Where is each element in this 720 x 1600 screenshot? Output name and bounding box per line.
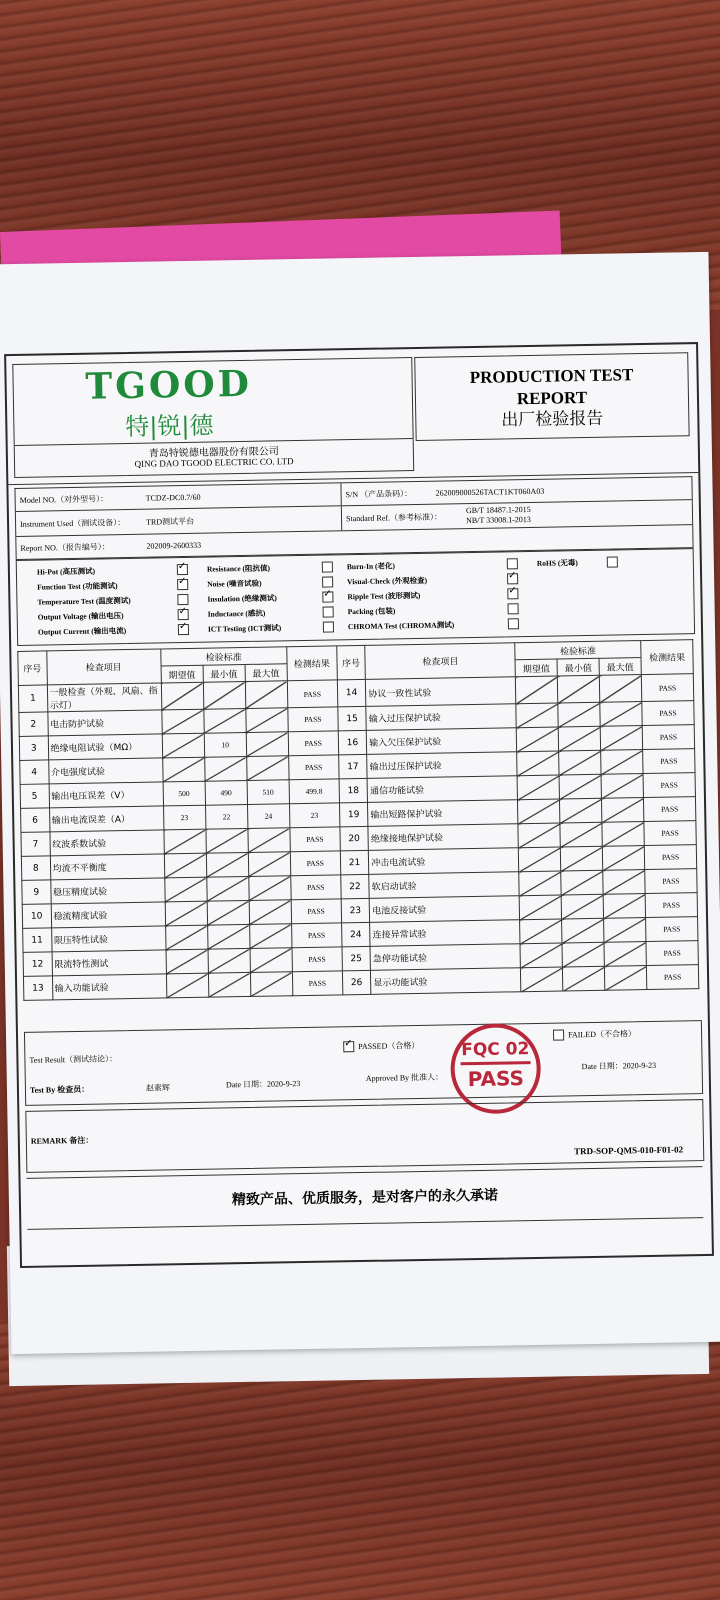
standard-exp-empty — [519, 847, 561, 872]
row-result: PASS — [643, 749, 695, 774]
checkbox-icon[interactable] — [507, 588, 518, 599]
standard-min-empty — [563, 966, 605, 991]
standard-exp-empty — [519, 895, 561, 920]
standard-exp-empty — [520, 919, 562, 944]
row-number: 5 — [20, 784, 49, 808]
checkbox-icon[interactable] — [323, 621, 334, 632]
standard-exp-empty — [162, 757, 204, 782]
check-function[interactable]: Function Test (功能测试) ✓ — [37, 580, 118, 592]
standard-max-empty — [250, 948, 292, 973]
row-item: 输入过压保护试验 — [366, 704, 516, 731]
report-sheet — [4, 342, 714, 1268]
approval-date: Date 日期：2020-9-23 — [581, 1060, 657, 1072]
standard-max-empty — [249, 876, 291, 901]
row-item: 绝缘电阻试验（MΩ） — [48, 734, 163, 760]
standard-max-empty — [245, 681, 287, 709]
row-item: 输出电压误差（V） — [49, 782, 164, 808]
logo-box — [12, 357, 414, 478]
th-expected-left: 期望值 — [161, 665, 203, 683]
check-rohs[interactable]: RoHS (无毒) — [537, 557, 578, 569]
th-min-right: 最小值 — [557, 658, 599, 676]
th-max-left: 最大值 — [245, 664, 287, 682]
check-insulation[interactable]: Insulation (绝缘测试) ✓ — [207, 592, 277, 604]
checkbox-icon[interactable] — [607, 556, 618, 567]
th-expected-right: 期望值 — [515, 659, 557, 677]
standard-label: Standard Ref.（参考标准）： — [341, 505, 442, 531]
row-item: 输入功能试验 — [52, 974, 167, 1000]
row-item: 冲击电流试验 — [369, 848, 519, 875]
check-ripple[interactable]: Ripple Test (波形测试) ✓ — [347, 590, 420, 602]
standard-max-empty — [603, 894, 645, 919]
standard-exp-empty — [518, 823, 560, 848]
standard-exp: 23 — [163, 805, 205, 830]
row-number: 21 — [340, 850, 369, 874]
instrument-label: Instrument Used（测试设备）： — [19, 517, 126, 529]
standard-min-empty — [560, 846, 602, 871]
standard-min-empty — [562, 918, 604, 943]
row-result: PASS — [292, 947, 342, 972]
failed-option[interactable]: FAILED（不合格） — [553, 1028, 636, 1040]
row-result: PASS — [645, 869, 697, 894]
checkbox-icon[interactable] — [177, 579, 188, 590]
th-min-left: 最小值 — [203, 664, 245, 682]
checkbox-icon[interactable] — [508, 618, 519, 629]
tester-name: 赵素辉 — [145, 1083, 171, 1093]
row-result: PASS — [644, 821, 696, 846]
standard-exp-empty — [165, 901, 207, 926]
standard-max-empty — [602, 846, 644, 871]
row-number: 19 — [339, 802, 368, 826]
row-item: 一般检查（外观、风扇、指示灯） — [47, 683, 162, 712]
row-item: 稳流精度试验 — [51, 902, 166, 928]
company-name-cn: 青岛特锐德电器股份有限公司 — [148, 446, 279, 460]
row-item: 软启动试验 — [369, 872, 519, 899]
row-result: PASS — [646, 941, 698, 966]
row-number: 17 — [338, 754, 367, 778]
th-max-right: 最大值 — [599, 658, 641, 676]
check-hipot[interactable]: Hi-Pot (高压测试) ✓ — [37, 566, 95, 578]
standard-min-empty — [208, 972, 250, 997]
row-result: PASS — [287, 680, 337, 708]
standard-exp-empty — [166, 973, 208, 998]
standard-min-empty — [208, 948, 250, 973]
th-result-left: 检测结果 — [287, 646, 338, 681]
standard-exp-empty — [519, 871, 561, 896]
checkbox-icon[interactable] — [322, 561, 333, 572]
standard-min: 22 — [205, 804, 247, 829]
model-value: TCDZ-DC0.7/60 — [145, 492, 201, 503]
test-date: Date 日期：2020-9-23 — [225, 1079, 301, 1090]
row-item: 输出短路保护试验 — [368, 800, 518, 827]
remark-label: REMARK 备注： — [30, 1135, 94, 1146]
th-result-right: 检测结果 — [641, 640, 694, 675]
row-result: PASS — [646, 965, 698, 990]
sn-value: 262009000526TACT1KT060A03 — [435, 486, 545, 498]
row-item: 限流特性测试 — [52, 950, 167, 976]
standard-value-1: GB/T 18487.1-2015 — [465, 504, 531, 516]
test-result-label: Test Result（测试结论）： — [29, 1054, 118, 1065]
standard-min-empty — [561, 870, 603, 895]
checkbox-icon[interactable] — [177, 564, 188, 575]
check-chroma[interactable]: CHROMA Test (CHROMA测试) — [348, 619, 454, 632]
checkbox-icon[interactable] — [507, 558, 518, 569]
standard-max: 510 — [247, 780, 289, 805]
checkbox-icon[interactable] — [177, 594, 188, 605]
approved-label: Approved By 批准人： — [365, 1072, 444, 1083]
standard-max-empty — [246, 708, 288, 733]
row-item: 输入欠压保护试验 — [367, 728, 517, 755]
row-result: PASS — [291, 875, 341, 900]
check-noise[interactable]: Noise (噪音试验) — [207, 578, 262, 590]
row-result: PASS — [641, 674, 693, 702]
standard-max-empty — [602, 798, 644, 823]
row-item: 协议一致性试验 — [366, 677, 516, 707]
row-item: 急停功能试验 — [370, 944, 520, 971]
standard-exp-empty — [516, 703, 558, 728]
standard-max-empty — [249, 924, 291, 949]
row-number: 7 — [21, 832, 50, 856]
check-output-current[interactable]: Output Current (输出电流) ✓ — [38, 625, 126, 638]
standard-max-empty — [250, 972, 292, 997]
row-number: 22 — [340, 874, 369, 898]
check-visual[interactable]: Visual-Check (外观检查) ✓ — [347, 575, 427, 587]
row-item: 稳压精度试验 — [50, 878, 165, 904]
test-result-block — [24, 1020, 703, 1106]
standard-max-empty — [599, 675, 641, 703]
standard-min-empty — [560, 822, 602, 847]
standard-exp-empty — [521, 967, 563, 992]
row-item: 限压特性试验 — [51, 926, 166, 952]
standard-min-empty — [204, 708, 246, 733]
standard-min-empty — [204, 756, 246, 781]
row-item: 绝缘接地保护试验 — [368, 824, 518, 851]
checkbox-icon[interactable] — [553, 1029, 564, 1040]
row-number: 24 — [341, 922, 370, 946]
standard-exp: 500 — [163, 781, 205, 806]
sn-label: S/N （产品条码）： — [340, 482, 412, 505]
checkbox-icon[interactable] — [322, 576, 333, 587]
company-slogan: 精致产品、优质服务，是对客户的永久承诺 — [26, 1166, 703, 1230]
standard-max-empty — [248, 852, 290, 877]
instrument-value: TRD测试平台 — [145, 516, 195, 527]
th-standard-left: 检验标准 — [160, 647, 286, 666]
checkbox-icon[interactable] — [343, 1041, 354, 1052]
checkbox-icon[interactable] — [323, 606, 334, 617]
row-item: 输出电流误差（A） — [49, 806, 164, 832]
standard-exp-empty — [161, 682, 203, 710]
row-number: 9 — [22, 880, 51, 904]
report-title-line2: REPORT — [516, 387, 588, 409]
standard-exp-empty — [518, 799, 560, 824]
standard-min: 10 — [204, 732, 246, 757]
standard-min-empty — [561, 894, 603, 919]
stamp-line2: PASS — [461, 1061, 532, 1093]
row-item: 显示功能试验 — [371, 968, 521, 995]
standard-exp-empty — [517, 751, 559, 776]
standard-exp-empty — [162, 709, 204, 734]
standard-max: 24 — [247, 804, 289, 829]
check-resistance[interactable]: Resistance (阻抗值) — [207, 563, 270, 575]
row-result: 499.8 — [289, 779, 339, 804]
row-result: PASS — [644, 845, 696, 870]
standard-exp-empty — [164, 829, 206, 854]
standard-min-empty — [559, 750, 601, 775]
report-no-label: Report NO.（报告编号）： — [20, 541, 110, 553]
row-item: 连接异常试验 — [370, 920, 520, 947]
check-inductance[interactable]: Inductance (感抗) — [208, 608, 266, 620]
standard-max-empty — [600, 726, 642, 751]
standard-max-empty — [604, 966, 646, 991]
th-item-right: 检查项目 — [365, 643, 515, 680]
brand-logo-cn: 特|锐|德 — [125, 411, 214, 442]
standard-min: 490 — [205, 780, 247, 805]
company-name-en: QING DAO TGOOD ELECTRIC CO. LTD — [134, 456, 294, 469]
row-item: 均流不平衡度 — [50, 854, 165, 880]
standard-exp-empty — [516, 727, 558, 752]
th-item-left: 检查项目 — [46, 649, 161, 685]
stamp-line1: FQC 02 — [461, 1039, 530, 1061]
check-ict[interactable]: ICT Testing (ICT测试) — [208, 622, 281, 634]
row-result: 23 — [289, 803, 339, 828]
standard-max-empty — [246, 756, 288, 781]
row-result: PASS — [288, 731, 338, 756]
row-item: 纹波系数试验 — [50, 830, 165, 856]
row-result: PASS — [646, 917, 698, 942]
checkbox-icon[interactable] — [178, 624, 189, 635]
checkbox-icon[interactable] — [322, 591, 333, 602]
standard-min-empty — [207, 900, 249, 925]
remark-block — [25, 1099, 704, 1173]
standard-min-empty — [206, 876, 248, 901]
standard-max-empty — [249, 900, 291, 925]
standard-exp-empty — [165, 925, 207, 950]
row-result: PASS — [290, 851, 340, 876]
standard-min-empty — [206, 852, 248, 877]
model-label: Model NO.（对外型号）： — [19, 493, 109, 505]
checkbox-icon[interactable] — [508, 603, 519, 614]
row-number: 12 — [23, 952, 52, 976]
report-paper — [0, 252, 720, 1354]
th-no-right: 序号 — [336, 645, 365, 679]
row-result: PASS — [290, 827, 340, 852]
standard-max-empty — [602, 822, 644, 847]
row-result: PASS — [292, 971, 342, 996]
row-result: PASS — [291, 923, 341, 948]
row-item: 介电强度试验 — [48, 758, 163, 784]
row-result: PASS — [642, 725, 694, 750]
fqc-pass-stamp — [450, 1023, 542, 1115]
row-number: 2 — [19, 712, 48, 736]
standard-exp-empty — [517, 775, 559, 800]
standard-exp-empty — [166, 949, 208, 974]
standard-min-empty — [558, 726, 600, 751]
th-no-left: 序号 — [18, 651, 47, 685]
standard-max-empty — [604, 942, 646, 967]
checkbox-icon[interactable] — [507, 573, 518, 584]
brand-logo-en: TGOOD — [85, 362, 253, 408]
row-number: 8 — [21, 856, 50, 880]
row-number: 26 — [342, 970, 371, 994]
check-temperature[interactable]: Temperature Test (温度测试) — [37, 595, 131, 608]
standard-max-empty — [601, 774, 643, 799]
row-result: PASS — [291, 899, 341, 924]
row-number: 3 — [19, 736, 48, 760]
standard-exp-empty — [516, 676, 558, 704]
standard-min-empty — [203, 681, 245, 709]
row-number: 11 — [23, 928, 52, 952]
report-no-value: 202009-2600333 — [146, 540, 202, 551]
row-item: 电池反接试验 — [369, 896, 519, 923]
row-number: 6 — [21, 808, 50, 832]
inspection-table — [17, 639, 699, 1001]
th-standard-right: 检验标准 — [515, 641, 641, 660]
report-title-cn: 出厂检验报告 — [501, 408, 604, 431]
check-packing[interactable]: Packing (包装) — [348, 605, 396, 617]
standard-min-empty — [557, 675, 599, 703]
row-item: 输出过压保护试验 — [367, 752, 517, 779]
row-number: 4 — [20, 760, 49, 784]
standard-max-empty — [246, 732, 288, 757]
standard-max-empty — [603, 870, 645, 895]
row-number: 23 — [341, 898, 370, 922]
report-header — [6, 344, 698, 485]
row-item: 电击防护试验 — [47, 710, 162, 736]
standard-min-empty — [560, 798, 602, 823]
standard-exp-empty — [164, 877, 206, 902]
standard-exp-empty — [164, 853, 206, 878]
row-result: PASS — [645, 893, 697, 918]
row-result: PASS — [288, 755, 338, 780]
standard-value-2: NB/T 33008.1-2013 — [466, 514, 531, 526]
row-result: PASS — [643, 773, 695, 798]
inspection-table-body — [18, 674, 698, 1001]
tester-label: Test By 检查员： — [29, 1084, 90, 1095]
row-number: 25 — [342, 946, 371, 970]
passed-option[interactable]: ✓ PASSED（合格） — [343, 1040, 419, 1052]
title-box — [414, 352, 689, 441]
standard-max-empty — [604, 918, 646, 943]
row-item: 通信功能试验 — [367, 776, 517, 803]
standard-exp-empty — [162, 733, 204, 758]
row-number: 16 — [338, 730, 367, 754]
check-output-voltage[interactable]: Output Voltage (输出电压) ✓ — [38, 610, 124, 622]
check-burn-in[interactable]: Burn-In (老化) — [347, 560, 395, 572]
standard-max-empty — [248, 828, 290, 853]
standard-min-empty — [207, 924, 249, 949]
row-result: PASS — [642, 701, 694, 726]
standard-min-empty — [558, 702, 600, 727]
standard-values — [466, 505, 531, 526]
row-result: PASS — [644, 797, 696, 822]
row-number: 14 — [337, 679, 366, 706]
checkbox-icon[interactable] — [178, 609, 189, 620]
row-number: 1 — [18, 685, 47, 712]
row-number: 15 — [338, 706, 367, 730]
doc-code: TRD-SOP-QMS-010-F01-02 — [574, 1144, 684, 1157]
row-number: 10 — [22, 904, 51, 928]
test-checklist — [16, 548, 695, 646]
row-number: 18 — [339, 778, 368, 802]
row-number: 20 — [340, 826, 369, 850]
standard-min-empty — [562, 942, 604, 967]
standard-max-empty — [601, 750, 643, 775]
row-number: 13 — [23, 976, 52, 1000]
info-block — [14, 476, 693, 560]
standard-exp-empty — [520, 943, 562, 968]
standard-min-empty — [559, 774, 601, 799]
row-result: PASS — [288, 707, 338, 732]
standard-max-empty — [600, 702, 642, 727]
standard-min-empty — [206, 828, 248, 853]
report-title-line1: PRODUCTION TEST — [469, 365, 634, 388]
